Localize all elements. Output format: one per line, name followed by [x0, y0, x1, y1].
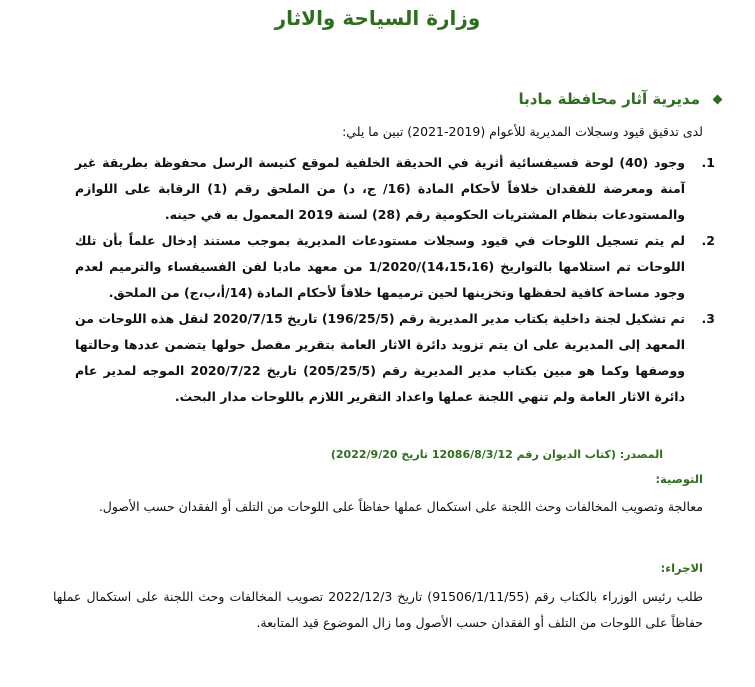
ministry-title: وزارة السياحة والاثار: [274, 6, 481, 30]
findings-list: [75, 150, 715, 410]
section-title: مديرية آثار محافظة مادبا: [518, 90, 700, 108]
finding-item: [75, 150, 715, 228]
action-title: الاجراء:: [660, 561, 703, 575]
finding-number: 1.: [701, 155, 715, 170]
recommendation-title: التوصية:: [655, 472, 703, 486]
diamond-bullet-icon: [713, 94, 723, 104]
finding-text: تم تشكيل لجنة داخلية بكتاب مدير المديرية رقم (196/25/5) تاريخ 2020/7/15 لنقل هذه اللوحات من المعهد إلى المديرية على ان يتم تزويد دائرة الاثار العامة بتقرير مفصل حولها يتضمن عددها وحالتها ووصفها وكما هو مبين بكتاب مدير المديرية رقم (205/25/5) تاريخ 2020/7/22 الموجه لمدير عام دائرة الاثار العامة ولم تنهي اللجنة عملها واعداد التقرير اللازم باللوحات مدار البحث.: [75, 311, 686, 404]
finding-text: لم يتم تسجيل اللوحات في قيود وسجلات مستودعات المديرية بموجب مستند إدخال علماً بأن تلك اللوحات تم استلامها بالتواريخ (14،15،16)/1/2020 من معهد مادبا لفن الفسيفساء والترميم لعدم وجود مساحة كافية لحفظها وتخزينها لحين ترميمها خلافاً لأحكام المادة (14/أ،ب،ج) من الملحق.: [75, 233, 685, 300]
source-reference: المصدر: (كتاب الديوان رقم 12086/8/3/12 تاريخ 2022/9/20): [330, 448, 663, 461]
recommendation-text: معالجة وتصويب المخالفات وحث اللجنة على استكمال عملها حفاظاً على اللوحات من التلف أو الفقدان حسب الأصول.: [98, 499, 703, 514]
finding-number: 3.: [701, 311, 715, 326]
finding-item: [75, 228, 715, 306]
finding-item: [75, 306, 715, 410]
finding-text: وجود (40) لوحة فسيفسائية أثرية في الحديقة الخلفية لموقع كنيسة الرسل محفوظة بطريقة غير آمنة ومعرضة للفقدان خلافاً لأحكام المادة (16/ ج، د) من الملحق رقم (1) الرقابة على اللوازم والمستودعات بنظام المشتريات الحكومية رقم (28) لسنة 2019 المعمول به في حينه.: [75, 155, 685, 222]
section-heading: [519, 90, 722, 108]
finding-number: 2.: [701, 233, 715, 248]
action-text: طلب رئيس الوزراء بالكتاب رقم (91506/1/11/55) تاريخ 2022/12/3 تصويب المخالفات وحث اللجنة على استكمال عملها حفاظاً على اللوحات من التلف أو الفقدان حسب الأصول وما زال الموضوع قيد المتابعة.: [53, 589, 703, 630]
intro-text: لدى تدقيق قيود وسجلات المديرية للأعوام (2019-2021) تبين ما يلي:: [342, 124, 703, 139]
